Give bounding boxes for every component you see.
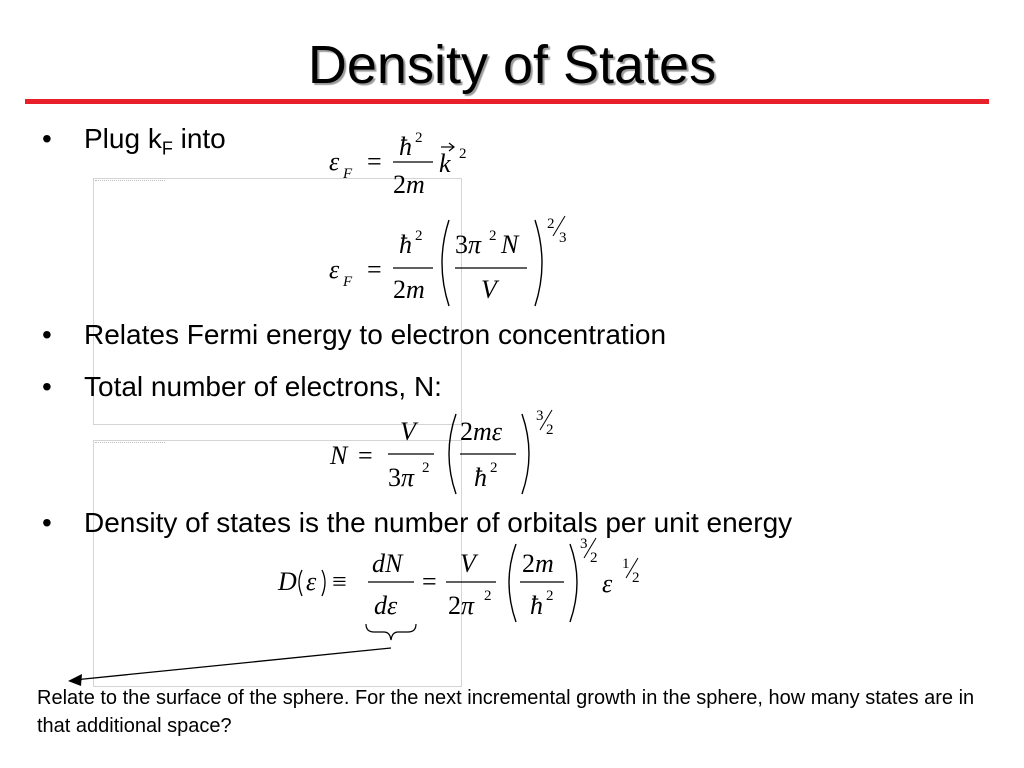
bullet-dot: • xyxy=(42,123,52,154)
svg-text:2m: 2m xyxy=(393,275,425,304)
svg-text:ħ: ħ xyxy=(530,591,543,620)
svg-text:=: = xyxy=(422,567,437,596)
svg-text:ε: ε xyxy=(602,569,613,598)
bullet-dot: • xyxy=(42,319,52,350)
svg-text:k: k xyxy=(439,149,451,178)
svg-text:2: 2 xyxy=(484,588,492,604)
svg-text:D: D xyxy=(278,567,297,596)
svg-text:2m: 2m xyxy=(522,549,554,578)
svg-text:2: 2 xyxy=(415,130,423,146)
svg-text:=: = xyxy=(367,255,382,284)
svg-text:ħ: ħ xyxy=(399,132,412,161)
bullet-text: Total number of electrons, N: xyxy=(84,371,442,402)
svg-text:2: 2 xyxy=(422,460,430,476)
svg-text:ε: ε xyxy=(329,147,340,176)
bullet-text-tail: into xyxy=(172,123,226,154)
svg-text:≡: ≡ xyxy=(332,567,347,596)
svg-text:N: N xyxy=(330,441,348,470)
svg-text:2: 2 xyxy=(590,550,598,566)
bullet-text: Density of states is the number of orbitals per unit energy xyxy=(84,507,793,538)
svg-text:3: 3 xyxy=(536,408,544,424)
bullet-dot: • xyxy=(42,507,52,538)
svg-text:2: 2 xyxy=(490,460,498,476)
svg-text:2: 2 xyxy=(547,216,555,232)
svg-text:2: 2 xyxy=(415,228,423,244)
bullet-text: Relates Fermi energy to electron concentration xyxy=(84,319,667,350)
svg-text:F: F xyxy=(343,274,353,290)
svg-text:3: 3 xyxy=(559,230,567,246)
svg-text:ħ: ħ xyxy=(474,463,487,492)
svg-text:V: V xyxy=(460,549,476,578)
svg-text:2mε: 2mε xyxy=(460,417,503,446)
svg-text:2m: 2m xyxy=(393,170,425,199)
svg-text:3: 3 xyxy=(580,536,588,552)
svg-text:2: 2 xyxy=(546,422,554,438)
svg-text:3π: 3π xyxy=(388,463,415,492)
svg-text:2: 2 xyxy=(459,146,467,162)
svg-text:2: 2 xyxy=(632,570,640,586)
slide-note: Relate to the surface of the sphere. For the next incremental growth in the sphere, how many states are in that additional space? xyxy=(37,687,975,737)
svg-text:dε: dε xyxy=(374,591,398,620)
svg-text:2: 2 xyxy=(489,228,497,244)
svg-text:ε: ε xyxy=(306,567,317,596)
svg-text:=: = xyxy=(358,441,373,470)
svg-text:=: = xyxy=(367,147,382,176)
svg-text:V: V xyxy=(481,275,497,304)
svg-text:V: V xyxy=(400,417,416,446)
svg-text:N: N xyxy=(501,230,519,259)
svg-text:2: 2 xyxy=(546,588,554,604)
slide-title: Density of States xyxy=(307,35,717,95)
svg-text:3π: 3π xyxy=(455,230,482,259)
svg-text:1: 1 xyxy=(622,556,630,572)
svg-text:ħ: ħ xyxy=(399,230,412,259)
svg-text:dN: dN xyxy=(372,549,403,578)
svg-text:2π: 2π xyxy=(448,591,475,620)
svg-text:ε: ε xyxy=(329,255,340,284)
bullet-subscript: F xyxy=(161,138,173,159)
bullet-text: Plug k xyxy=(84,123,162,154)
bullet-dot: • xyxy=(42,371,52,402)
svg-text:F: F xyxy=(343,166,353,182)
